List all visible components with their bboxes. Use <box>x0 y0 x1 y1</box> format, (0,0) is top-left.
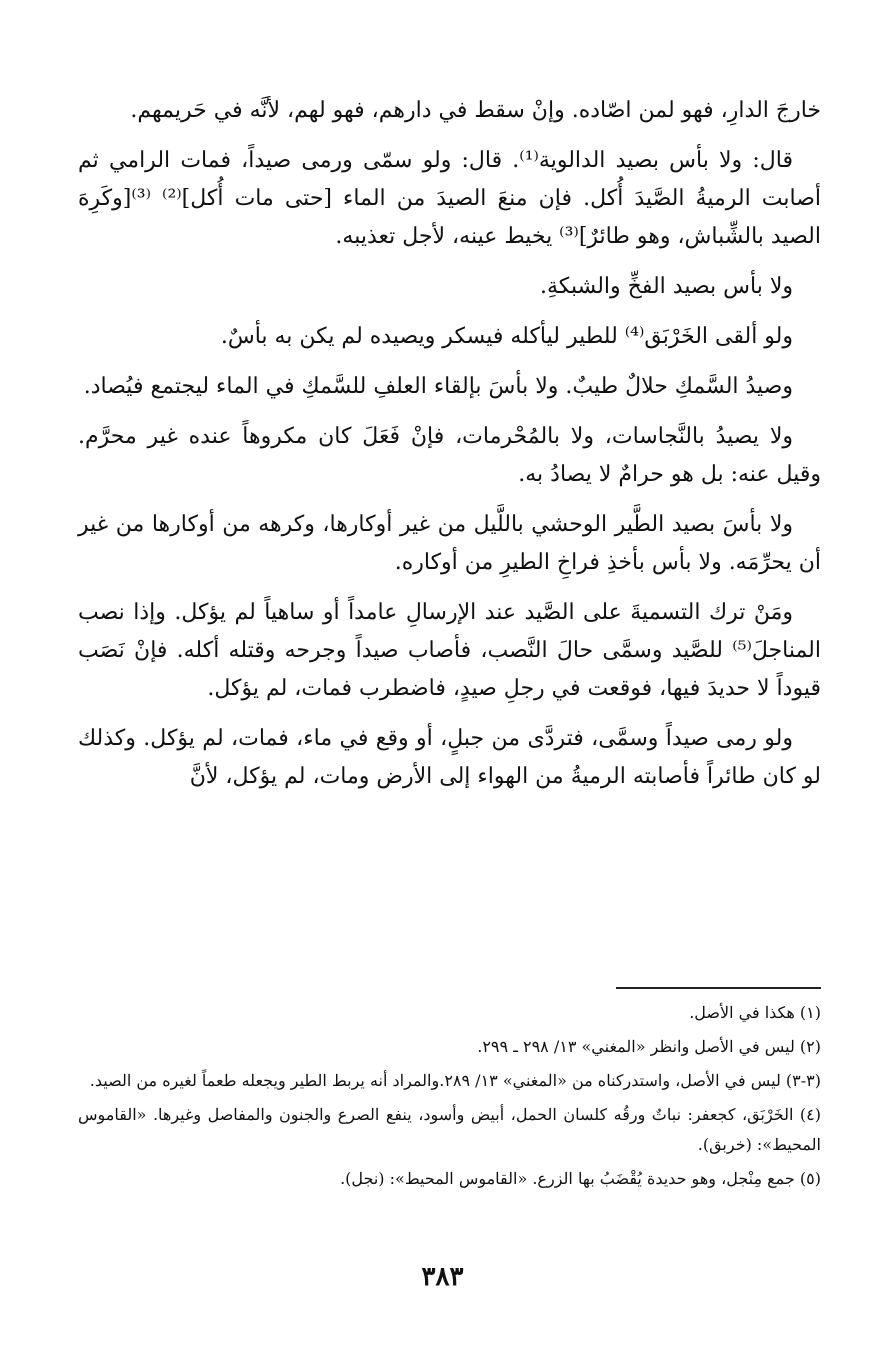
paragraph: ولو رمى صيداً وسمَّى، فتردَّى من جبلٍ، أو وقع في ماء، فمات، لم يؤكل. وكذلك لو كان طائراً فأصابته الرميةُ من الهواء إلى الأرض ومات، لم يؤكل، لأنَّ <box>78 726 821 789</box>
page-number: ٣٨٣ <box>421 1262 464 1292</box>
footnote: (٢) ليس في الأصل وانظر «المغني» ١٣/ ٢٩٨ ـ ٢٩٩. <box>477 1037 821 1056</box>
paragraph: وصيدُ السَّمكِ حلالٌ طيبٌ. ولا بأسَ بإلقاء العلفِ للسَّمكِ في الماء ليجتمع فيُصاد. <box>83 374 793 399</box>
paragraph: ولا بأس بصيد الفخِّ والشبكةِ. <box>540 274 793 299</box>
footnote: (٤) الخَرْبَق، كجعفر: نباتٌ ورقُه كلسان الحمل، أبيض وأسود، ينفع الصرع والجنون والمفاصل وغيرها. «القاموس المحيط»: (خربق). <box>78 1105 821 1154</box>
footnotes <box>78 998 821 1198</box>
footnote-divider <box>616 987 821 989</box>
footnote: (١) هكذا في الأصل. <box>689 1003 821 1022</box>
footnote: (٣-٣) ليس في الأصل، واستدركناه من «المغني» ١٣/ ٢٨٩.والمراد أنه يربط الطير ويجعله طعماً لغيره من الصيد. <box>89 1071 821 1090</box>
paragraph: ولا بأسَ بصيد الطَّير الوحشي باللَّيل من غير أوكارها، وكرهه من أوكارها من غير أن يحرِّمَه. ولا بأس بأخذِ فراخِ الطيرِ من أوكاره. <box>78 512 821 575</box>
footnote: (٥) جمع مِنْجل، وهو حديدة يُقْضَبُ بها الزرع. «القاموس المحيط»: (نجل). <box>340 1169 821 1188</box>
paragraph: ومَنْ ترك التسميةَ على الصَّيد عند الإرسالِ عامداً أو ساهياً لم يؤكل. وإذا نصب المناجلَ⁽⁵⁾ للصَّيد وسمَّى حالَ النَّصب، فأصاب صيداً وجرحه وقتله أكله. فإنْ نَصَب قيوداً لا حديدَ فيها، فوقعت في رجلِ صيدٍ، فاضطرب فمات، لم يؤكل. <box>78 600 821 701</box>
paragraph: ولو ألقى الخَرْبَق⁽⁴⁾ للطير ليأكله فيسكر ويصيده لم يكن به بأسٌ. <box>220 324 793 349</box>
paragraph: ولا يصيدُ بالنَّجاسات، ولا بالمُحْرمات، فإنْ فَعَلَ كان مكروهاً عنده غير محرَّم. وقيل عنه: بل هو حرامٌ لا يصادُ به. <box>78 424 821 487</box>
page-content <box>78 92 821 1188</box>
paragraph: خارجَ الدارِ، فهو لمن اصّاده. وإنْ سقط في دارهم، فهو لهم، لأنَّه في حَريمهم. <box>130 98 821 123</box>
main-text <box>78 92 821 796</box>
paragraph: قال: ولا بأس بصيد الدالوية⁽¹⁾. قال: ولو سمّى ورمى صيداً، فمات الرامي ثم أصابت الرميةُ الصَّيدَ أُكل. فإن منعَ الصيدَ من الماء [حتى مات أُكل]⁽²⁾ ⁽³⁾[وكَرِهَ الصيد بالشِّباش، وهو طائرٌ]⁽³⁾ يخيط عينه، لأجل تعذيبه. <box>78 148 821 249</box>
